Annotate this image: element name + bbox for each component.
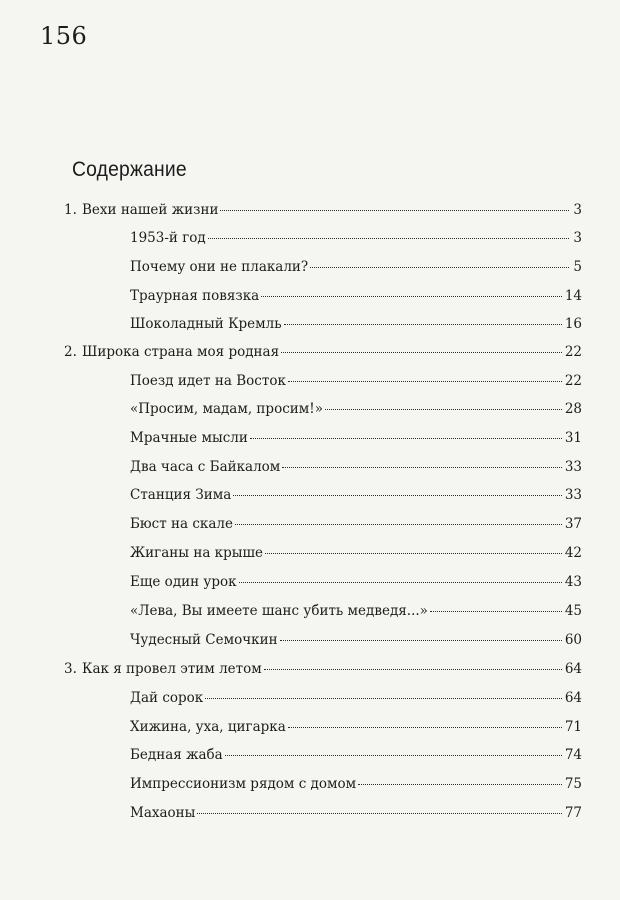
dot-leader [280, 640, 562, 641]
toc-section[interactable] [130, 602, 582, 620]
page-ref: 3 [573, 202, 582, 218]
toc-section[interactable] [130, 718, 582, 736]
toc-section[interactable] [130, 544, 582, 562]
dot-leader [430, 611, 562, 612]
toc-section[interactable] [130, 458, 582, 476]
dot-leader [325, 409, 562, 410]
section-title: Жиганы на крыше [130, 545, 264, 561]
toc-section[interactable] [130, 573, 582, 591]
page-ref: 22 [564, 373, 582, 389]
section-title: «Просим, мадам, просим!» [130, 401, 323, 417]
page-ref: 75 [564, 776, 582, 792]
page-ref: 64 [564, 661, 582, 677]
page-ref: 74 [564, 747, 582, 763]
page-ref: 31 [564, 430, 582, 446]
toc-section[interactable] [130, 315, 582, 333]
section-title: Дай сорок [130, 690, 204, 706]
dot-leader [358, 784, 562, 785]
toc-section[interactable] [130, 258, 582, 276]
toc-section[interactable] [130, 746, 582, 764]
chapter-number: 1. [64, 202, 77, 218]
section-title: Импрессионизм рядом с домом [130, 776, 357, 792]
dot-leader [281, 352, 562, 353]
toc-section[interactable] [130, 689, 582, 707]
dot-leader [265, 553, 562, 554]
dot-leader [288, 727, 562, 728]
dot-leader [264, 669, 562, 670]
dot-leader [197, 813, 561, 814]
dot-leader [205, 698, 562, 699]
toc-section[interactable] [130, 804, 582, 822]
dot-leader [225, 755, 562, 756]
toc-section[interactable] [130, 372, 582, 390]
dot-leader [220, 210, 569, 211]
page-ref: 60 [564, 632, 582, 648]
dot-leader [239, 582, 562, 583]
chapter-number: 3. [64, 661, 77, 677]
page-ref: 16 [564, 316, 582, 332]
dot-leader [235, 524, 562, 525]
toc-chapter-2[interactable] [64, 343, 582, 361]
chapter-title: Широка страна моя родная [82, 344, 280, 360]
toc-section[interactable] [130, 775, 582, 793]
toc-section[interactable] [130, 515, 582, 533]
dot-leader [310, 267, 569, 268]
page-ref: 43 [564, 574, 582, 590]
toc-section[interactable] [130, 429, 582, 447]
toc-section[interactable] [130, 400, 582, 418]
dot-leader [284, 324, 562, 325]
page-ref: 5 [573, 259, 582, 275]
toc-chapter-1[interactable] [64, 201, 582, 219]
section-title: Махаоны [130, 805, 196, 821]
page-ref: 71 [564, 719, 582, 735]
section-title: Бедная жаба [130, 747, 223, 763]
toc-section[interactable] [130, 229, 582, 247]
page-ref: 64 [564, 690, 582, 706]
toc-section[interactable] [130, 287, 582, 305]
toc-section[interactable] [130, 631, 582, 649]
dot-leader [288, 381, 562, 382]
page-ref: 42 [564, 545, 582, 561]
page-number: 156 [40, 22, 88, 50]
page-ref: 45 [564, 603, 582, 619]
page-ref: 14 [564, 288, 582, 304]
chapter-number: 2. [64, 344, 77, 360]
section-title: Мрачные мысли [130, 430, 248, 446]
dot-leader [250, 438, 562, 439]
page-ref: 77 [564, 805, 582, 821]
chapter-title: Как я провел этим летом [82, 661, 262, 677]
page-ref: 22 [564, 344, 582, 360]
section-title: 1953-й год [130, 230, 206, 246]
section-title: Еще один урок [130, 574, 237, 590]
page-ref: 33 [564, 459, 582, 475]
section-title: «Лева, Вы имеете шанс убить медведя...» [130, 603, 428, 619]
toc-title: Содержание [72, 158, 187, 181]
section-title: Станция Зима [130, 487, 232, 503]
dot-leader [261, 296, 562, 297]
section-title: Хижина, уха, цигарка [130, 719, 286, 735]
toc-chapter-3[interactable] [64, 660, 582, 678]
dot-leader [208, 238, 569, 239]
dot-leader [282, 467, 562, 468]
section-title: Шоколадный Кремль [130, 316, 282, 332]
page-ref: 33 [564, 487, 582, 503]
section-title: Чудесный Семочкин [130, 632, 278, 648]
toc-section[interactable] [130, 486, 582, 504]
chapter-title: Вехи нашей жизни [82, 202, 219, 218]
section-title: Бюст на скале [130, 516, 233, 532]
section-title: Два часа с Байкалом [130, 459, 281, 475]
section-title: Поезд идет на Восток [130, 373, 286, 389]
page-ref: 28 [564, 401, 582, 417]
page-ref: 3 [573, 230, 582, 246]
dot-leader [233, 495, 562, 496]
section-title: Траурная повязка [130, 288, 260, 304]
section-title: Почему они не плакали? [130, 259, 309, 275]
page-ref: 37 [564, 516, 582, 532]
